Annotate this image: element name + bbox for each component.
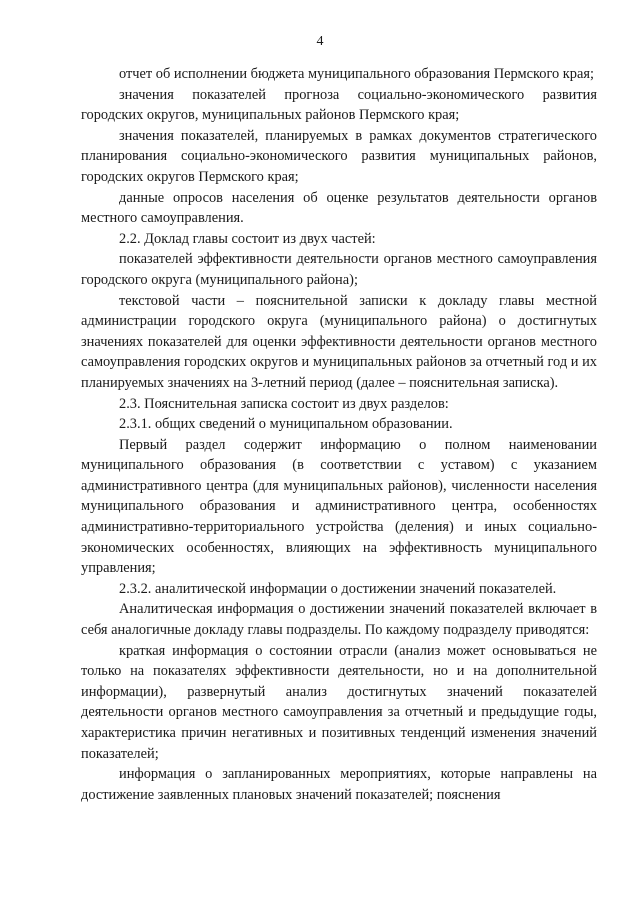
paragraph: краткая информация о состоянии отрасли (анализ может основываться не только на показателях эффективности деятельности, но и на дополнительной информации), развернутый анализ достигнутых значений показателей деятельности органов местного самоуправления за отчетный и предыдущие годы, характеристика причин негативных и позитивных тенденций изменения значений показателей; xyxy=(81,642,597,762)
paragraph: показателей эффективности деятельности органов местного самоуправления городского округа (муниципального района); xyxy=(81,251,597,288)
document-body xyxy=(81,64,597,805)
paragraph: Первый раздел содержит информацию о полном наименовании муниципального образования (в соответствии с уставом) с указанием административного центра (для муниципальных районов), численности населения муниципального образования и административного центра, особенностях административно-территориального устройства (деления) и иных социально-экономических особенностях, влияющих на эффективность муниципального управления; xyxy=(81,436,597,577)
paragraph: 2.3. Пояснительная записка состоит из двух разделов: xyxy=(119,395,449,412)
paragraph: Аналитическая информация о достижении значений показателей включает в себя аналогичные докладу главы подразделы. По каждому подразделу приводятся: xyxy=(81,601,597,639)
paragraph: значения показателей прогноза социально-экономического развития городских округов, муниципальных районов Пермского края; xyxy=(81,86,597,124)
paragraph: 2.2. Доклад главы состоит из двух частей: xyxy=(119,230,376,247)
paragraph: данные опросов населения об оценке результатов деятельности органов местного самоуправления. xyxy=(81,189,597,227)
paragraph: отчет об исполнении бюджета муниципального образования Пермского края; xyxy=(119,66,594,82)
paragraph: информация о запланированных мероприятиях, которые направлены на достижение заявленных плановых значений показателей; пояснения xyxy=(81,766,597,803)
page-number: 4 xyxy=(316,34,324,49)
paragraph: 2.3.1. общих сведений о муниципальном образовании. xyxy=(119,416,453,433)
paragraph: текстовой части – пояснительной записки к докладу главы местной администрации городского округа (муниципального района) о достигнутых значениях показателей для оценки эффективности деятельности органов местного самоуправления городских округов и муниципальных районов за отчетный год и их планируемых значениях на 3-летний период (далее – пояснительная записка). xyxy=(81,292,597,391)
paragraph: значения показателей, планируемых в рамках документов стратегического планирования социально-экономического развития муниципальных районов, городских округов Пермского края; xyxy=(81,127,597,185)
paragraph: 2.3.2. аналитической информации о достижении значений показателей. xyxy=(119,580,557,597)
